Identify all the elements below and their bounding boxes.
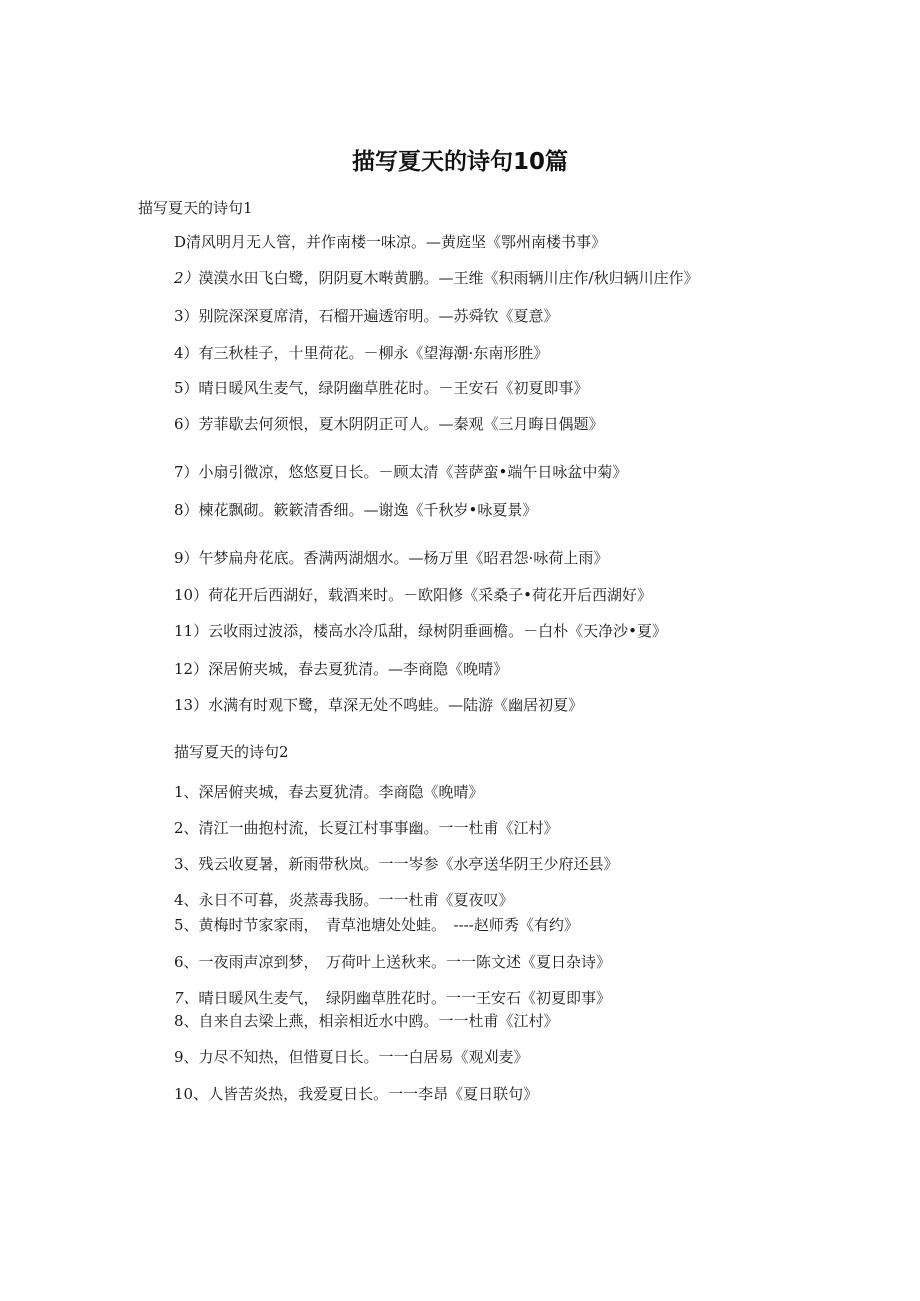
poem-line [174, 890, 514, 910]
poem-line [174, 343, 548, 363]
line-text: 人皆苦炎热，我爱夏日长。一一李昂《夏日联句》 [208, 1085, 539, 1103]
line-number: 6） [174, 415, 199, 433]
line-text: 午梦扁舟花底。香满两湖烟水。—杨万里《昭君怨·咏荷上雨》 [198, 549, 609, 567]
line-number: 7） [174, 463, 199, 481]
line-text: 清风明月无人管，并作南楼一味凉。—黄庭坚《鄂州南楼书事》 [186, 233, 607, 251]
poem-line [174, 854, 619, 874]
poem-line [174, 268, 699, 288]
line-number: 4） [174, 344, 199, 362]
line-number: 9、 [174, 1048, 199, 1066]
line-text: 一夜雨声凉到梦， 万荷叶上送秋来。一一陈文述《夏日杂诗》 [198, 953, 612, 971]
line-number: 12） [174, 660, 209, 678]
line-number: 11） [174, 622, 209, 640]
line-text: 深居俯夹城，春去夏犹清。李商隐《晚晴》 [198, 783, 484, 801]
line-number: 5、 [174, 916, 199, 934]
section-heading: 描写夏天的诗句1 [138, 199, 253, 217]
poem-line [174, 462, 627, 482]
line-text: 残云收夏暑，新雨带秋岚。一一岑参《水亭送华阴王少府还县》 [198, 855, 619, 873]
line-number: 5） [174, 379, 199, 397]
poem-line [174, 1084, 538, 1104]
line-number: 3） [174, 307, 199, 325]
poem-line [174, 548, 608, 568]
line-number: 7、 [174, 989, 199, 1007]
line-text: 永日不可暮，炎蒸毒我肠。一一杜甫《夏夜叹》 [198, 891, 514, 909]
poem-line [174, 1011, 559, 1031]
poem-line [174, 1047, 529, 1067]
poem-line [174, 585, 652, 605]
line-text: 漠漠水田飞白鹭，阴阴夏木啭黄鹏。—王维《积雨辆川庄作/秋归辆川庄作》 [198, 269, 699, 287]
line-text: 别院深深夏席清，石榴开遍透帘明。—苏舜钦《夏意》 [198, 307, 559, 325]
poem-line [174, 414, 604, 434]
line-number: 10） [174, 586, 209, 604]
line-number: 8、 [174, 1012, 199, 1030]
document-title: 描写夏天的诗句10篇 [351, 149, 568, 175]
line-number: 6、 [174, 953, 199, 971]
poem-line [174, 659, 508, 679]
line-number: D [174, 233, 187, 251]
poem-line [174, 232, 606, 252]
line-text: 小扇引微凉，悠悠夏日长。－顾太清《菩萨蛮•端午日咏盆中菊》 [198, 463, 628, 481]
line-text: 深居俯夹城，春去夏犹清。—李商隐《晚晴》 [208, 660, 509, 678]
poem-line [174, 621, 667, 641]
line-number: 2） [174, 269, 199, 287]
line-text: 有三秋桂子，十里荷花。－柳永《望海潮·东南形胜》 [198, 344, 549, 362]
line-text: 清江一曲抱村流，长夏江村事事幽。一一杜甫《江村》 [198, 819, 559, 837]
poem-line [174, 378, 589, 398]
line-number: 2、 [174, 819, 199, 837]
poem-line [174, 500, 537, 520]
line-text: 荷花开后西湖好，载酒来时。－欧阳修《采桑子•荷花开后西湖好》 [208, 586, 652, 604]
line-number: 4、 [174, 891, 199, 909]
line-text: 自来自去梁上燕，相亲相近水中鸥。一一杜甫《江村》 [198, 1012, 559, 1030]
poem-line [174, 306, 559, 326]
line-text: 晴日暖风生麦气，绿阴幽草胜花时。－王安石《初夏即事》 [198, 379, 589, 397]
line-text: 云收雨过波添，楼高水冷瓜甜，绿树阴垂画檐。－白朴《天净沙•夏》 [208, 622, 667, 640]
line-text: 晴日暖风生麦气， 绿阴幽草胜花时。一一王安石《初夏即事》 [198, 989, 612, 1007]
line-number: 1、 [174, 783, 199, 801]
poem-line [174, 988, 611, 1008]
line-text: 芳菲歇去何须恨，夏木阴阴正可人。—秦观《三月晦日偶题》 [198, 415, 604, 433]
poem-line [174, 952, 611, 972]
poem-line [174, 818, 559, 838]
line-text: 水满有时观下鹭，草深无处不鸣蛙。—陆游《幽居初夏》 [208, 696, 584, 714]
line-number: 13） [174, 696, 209, 714]
line-number: 10、 [174, 1085, 209, 1103]
line-text: 黄梅时节家家雨， 青草池塘处处蛙。 ----赵师秀《有约》 [198, 916, 579, 934]
line-number: 8） [174, 501, 199, 519]
section-heading: 描写夏天的诗句2 [174, 743, 289, 761]
line-text: 楝花飘砌。簌簌清香细。—谢逸《千秋岁•咏夏景》 [198, 501, 538, 519]
line-number: 3、 [174, 855, 199, 873]
poem-line [174, 915, 579, 935]
line-text: 力尽不知热，但惜夏日长。一一白居易《观刈麦》 [198, 1048, 529, 1066]
poem-line [174, 695, 583, 715]
line-number: 9） [174, 549, 199, 567]
poem-line [174, 782, 484, 802]
